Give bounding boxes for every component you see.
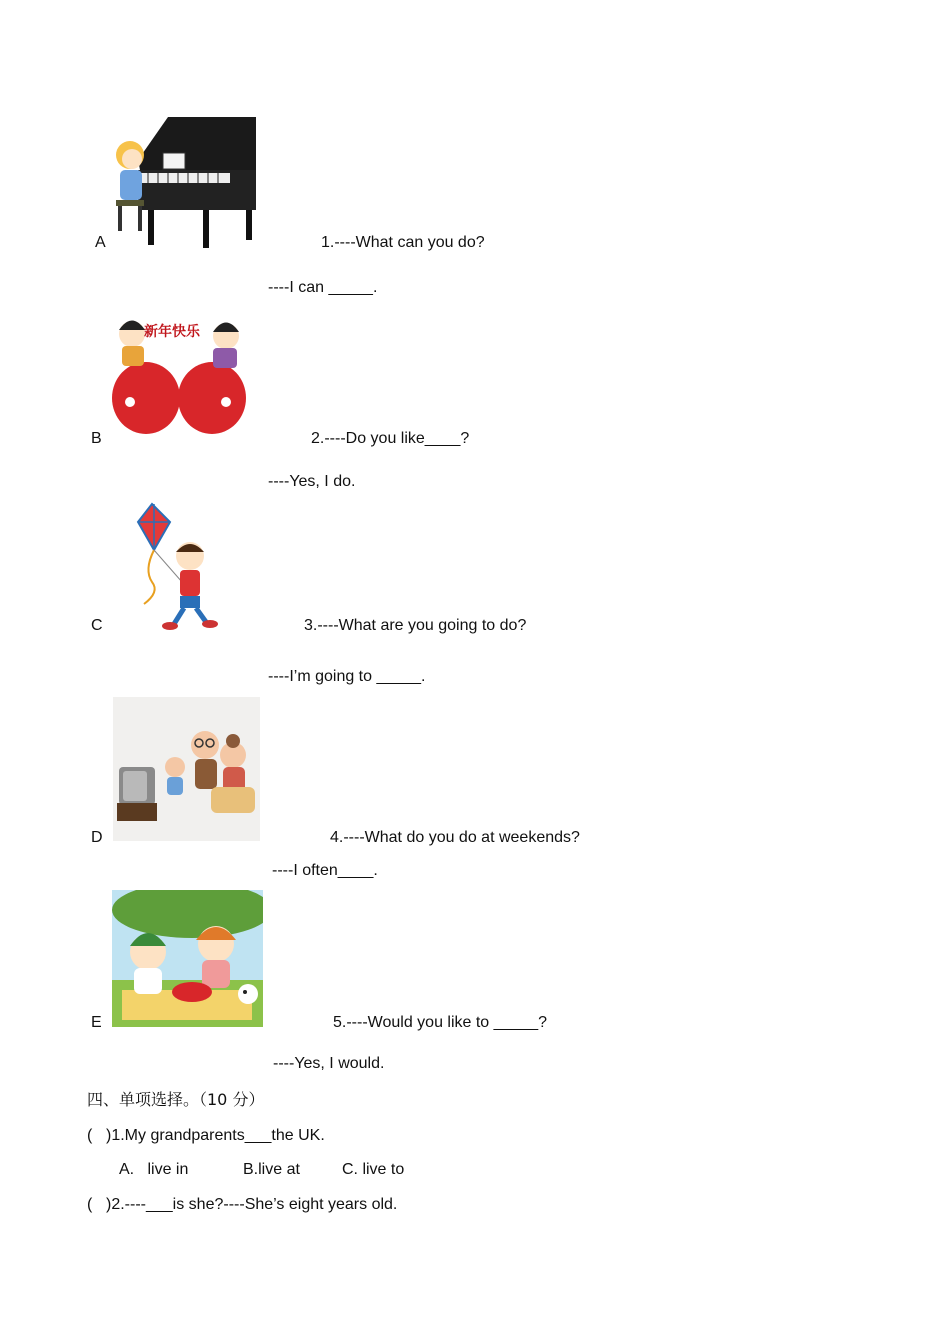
choice-1-question: )1.My grandparents___the UK. <box>106 1127 325 1144</box>
piano-girl-image <box>108 115 258 248</box>
option-letter-c: C <box>91 617 103 634</box>
family-tv-image <box>113 697 260 841</box>
choice-2-question: )2.----___is she?----She’s eight years old. <box>106 1196 398 1213</box>
answer-1: ----I can _____. <box>268 279 378 296</box>
picnic-image <box>112 890 263 1027</box>
question-3: 3.----What are you going to do? <box>304 617 527 634</box>
kite-boy-image <box>130 500 220 632</box>
option-letter-b: B <box>91 430 102 447</box>
option-letter-d: D <box>91 829 103 846</box>
children-picnic-icon <box>112 890 263 1027</box>
choice-2-paren: ( <box>87 1196 93 1213</box>
choice-1-paren: ( <box>87 1127 93 1144</box>
question-5: 5.----Would you like to _____? <box>333 1014 548 1031</box>
question-1: 1.----What can you do? <box>321 234 485 251</box>
choice-1-option-b: B.live at <box>243 1161 300 1178</box>
question-4: 4.----What do you do at weekends? <box>330 829 580 846</box>
section-4-heading: 四、单项选择。（10 分） <box>87 1090 265 1109</box>
answer-5: ----Yes, I would. <box>273 1055 385 1072</box>
answer-3: ----I’m going to _____. <box>268 668 426 685</box>
answer-4: ----I often____. <box>272 862 378 879</box>
family-watching-tv-icon <box>113 697 260 841</box>
boy-flying-kite-icon <box>130 500 220 632</box>
option-letter-e: E <box>91 1014 102 1031</box>
question-2: 2.----Do you like____? <box>311 430 470 447</box>
option-letter-a: A <box>95 234 106 251</box>
choice-1-option-a: A. live in <box>119 1161 189 1178</box>
choice-1-option-c: C. live to <box>342 1161 405 1178</box>
new-year-image <box>108 306 248 446</box>
answer-2: ----Yes, I do. <box>268 473 356 490</box>
girl-playing-piano-icon <box>108 115 258 248</box>
new-year-caption: 新年快乐 <box>144 324 200 340</box>
